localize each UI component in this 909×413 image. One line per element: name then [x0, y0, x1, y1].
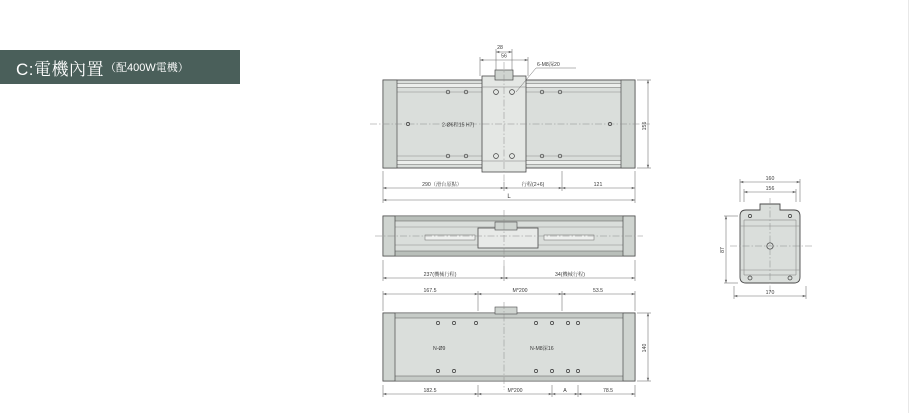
view-section	[720, 176, 812, 299]
note-6-m8: 6-M8深20	[537, 62, 560, 68]
dim-top-28: 28	[497, 45, 503, 51]
section-title-ribbon	[0, 50, 240, 84]
dim-121: 121	[593, 182, 603, 188]
dim-290: 290（滑台原點）	[422, 182, 462, 188]
view-top	[370, 45, 651, 203]
dim-182-5: 182.5	[423, 388, 437, 394]
dim-m200-bottom: M*200	[507, 388, 523, 394]
dim-stroke: 行程(2+6)	[521, 182, 545, 188]
dim-sec-156: 156	[765, 186, 775, 192]
dim-237: 237(機械行程)	[423, 272, 457, 278]
dim-167-5: 167.5	[423, 288, 437, 294]
note-n-m8: N-M8深16	[530, 346, 554, 352]
note-bore-h7: 2-Ø6程15 H7)	[442, 122, 475, 129]
dim-L: L	[507, 194, 511, 200]
dim-A: A	[563, 388, 567, 394]
dim-top-156: 156	[642, 121, 648, 131]
technical-drawing	[330, 30, 890, 400]
section-title-main: C:電機內置	[16, 59, 104, 79]
dim-sec-87: 87	[720, 247, 726, 253]
dim-top-56: 56	[501, 53, 507, 60]
view-front	[383, 288, 651, 397]
dim-sec-170: 170	[765, 290, 775, 296]
dim-34: 34(機械行程)	[555, 272, 585, 278]
dim-53-5: 53.5	[592, 288, 604, 294]
dim-m200-top: M*200	[512, 288, 528, 294]
note-n-d9: N-Ø9	[433, 346, 446, 352]
view-side	[375, 210, 643, 281]
dim-sec-160: 160	[765, 176, 775, 182]
section-title-sub: （配400W電機）	[105, 62, 189, 74]
dim-78-5: 78.5	[602, 388, 614, 394]
dim-140: 140	[642, 343, 648, 353]
